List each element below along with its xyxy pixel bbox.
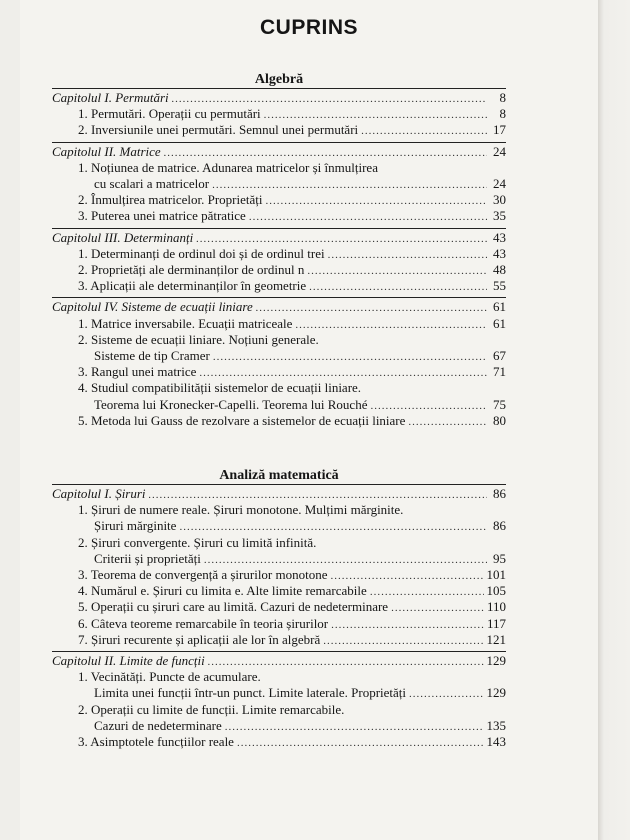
page-number: 129 bbox=[486, 653, 506, 668]
toc-entry-text: 1. Determinanți de ordinul doi și de ordinul trei bbox=[78, 245, 325, 261]
chapter-heading-text: Capitolul I. Șiruri bbox=[52, 486, 146, 501]
toc-entry bbox=[52, 192, 506, 208]
toc-entry-text: 1. Șiruri de numere reale. Șiruri monotone. Mulțimi mărginite. bbox=[78, 502, 404, 518]
toc-entry bbox=[52, 567, 506, 583]
page-number: 86 bbox=[493, 518, 506, 534]
chapter-heading-text: Capitolul II. Limite de funcții bbox=[52, 653, 205, 668]
toc-entry bbox=[52, 160, 506, 176]
section-title: Algebră bbox=[254, 72, 304, 87]
page-number: 48 bbox=[493, 262, 506, 277]
dot-leader bbox=[256, 300, 487, 316]
toc-entry-text: 2. Operații cu limite de funcții. Limite remarcabile. bbox=[78, 701, 345, 717]
page-number: 8 bbox=[499, 106, 506, 122]
toc-entry-text: cu scalari a matricelor bbox=[94, 176, 210, 191]
toc-entry bbox=[52, 502, 506, 518]
dot-leader bbox=[331, 617, 484, 633]
page-number: 80 bbox=[493, 412, 506, 428]
chapter-heading-text: Capitolul III. Determinanți bbox=[52, 229, 194, 245]
toc-entry-text: 4. Numărul e. Șiruri cu limita e. Alte limite remarcabile bbox=[78, 583, 367, 599]
toc-entry bbox=[52, 599, 506, 615]
chapter-heading-text: Capitolul I. Permutări bbox=[52, 90, 169, 105]
dot-leader bbox=[149, 487, 487, 503]
page-number: 17 bbox=[493, 122, 506, 138]
dot-leader bbox=[309, 279, 487, 295]
toc-entry-text: Șiruri mărginite bbox=[94, 518, 177, 534]
toc-entry-text: 5. Operații cu șiruri care au limită. Cazuri de nedeterminare bbox=[78, 599, 389, 615]
chapter-heading bbox=[52, 144, 506, 160]
dot-leader bbox=[196, 231, 487, 247]
dot-leader bbox=[237, 735, 484, 751]
page-number: 95 bbox=[493, 550, 506, 566]
toc-entry-text: 2. Șiruri convergente. Șiruri cu limită infinită. bbox=[78, 534, 317, 550]
toc-entry-text: 2. Înmulțirea matricelor. Proprietăți bbox=[78, 192, 263, 208]
toc-entry-text: 5. Metoda lui Gauss de rezolvare a sistemelor de ecuații liniare bbox=[78, 412, 406, 428]
page-number: 71 bbox=[493, 364, 506, 380]
dot-leader bbox=[307, 263, 487, 279]
page-number: 101 bbox=[486, 567, 506, 582]
toc-entry bbox=[52, 685, 506, 701]
toc-entry-text: Limita unei funcții într-un punct. Limite laterale. Proprietăți bbox=[94, 685, 407, 701]
toc-entry bbox=[52, 397, 506, 413]
toc-entry-text: Sisteme de tip Cramer bbox=[94, 348, 210, 363]
page-number: 110 bbox=[486, 599, 506, 615]
left-background bbox=[0, 0, 20, 840]
book-spine-edge bbox=[598, 0, 630, 840]
toc-entry-text: 1. Vecinătăți. Puncte de acumulare. bbox=[78, 669, 261, 685]
dot-leader bbox=[408, 414, 487, 430]
dot-leader bbox=[328, 247, 487, 263]
page-number: 8 bbox=[499, 90, 506, 105]
toc-entry-text: Teorema lui Kronecker-Capelli. Teorema lui Rouché bbox=[94, 396, 368, 412]
toc-entry bbox=[52, 734, 506, 750]
toc-entry bbox=[52, 316, 506, 332]
chapter-heading-text: Capitolul II. Matrice bbox=[52, 143, 161, 159]
toc-entry bbox=[52, 551, 506, 567]
page-number: 105 bbox=[486, 583, 506, 599]
toc-entry bbox=[52, 583, 506, 599]
toc-entry-text: 3. Teorema de convergență a șirurilor monotone bbox=[78, 567, 328, 582]
chapter-divider bbox=[52, 651, 506, 652]
page-number: 75 bbox=[493, 396, 506, 412]
toc-entry bbox=[52, 364, 506, 380]
chapter-divider bbox=[52, 88, 506, 89]
toc-entry-text: 2. Sisteme de ecuații liniare. Noțiuni generale. bbox=[78, 331, 319, 347]
page-number: 35 bbox=[493, 208, 506, 224]
dot-leader bbox=[265, 193, 487, 209]
toc-entry bbox=[52, 380, 506, 396]
dot-leader bbox=[213, 349, 487, 365]
toc-entry bbox=[52, 208, 506, 224]
toc-entry bbox=[52, 702, 506, 718]
dot-leader bbox=[361, 123, 487, 139]
dot-leader bbox=[249, 209, 487, 225]
toc-entry bbox=[52, 348, 506, 364]
dot-leader bbox=[295, 317, 487, 333]
toc-entry-text: 2. Proprietăți ale derminanților de ordinul n bbox=[78, 262, 305, 277]
toc-entry bbox=[52, 632, 506, 648]
page-number: 129 bbox=[486, 685, 506, 701]
chapter-heading-text: Capitolul IV. Sisteme de ecuații liniare bbox=[52, 299, 253, 315]
chapter-divider bbox=[52, 297, 506, 298]
dot-leader bbox=[331, 568, 484, 584]
chapter-divider bbox=[52, 484, 506, 485]
page-number: 86 bbox=[493, 486, 506, 501]
chapter-divider bbox=[52, 228, 506, 229]
toc-entry-text: 3. Puterea unei matrice pătratice bbox=[78, 208, 246, 224]
dot-leader bbox=[225, 719, 484, 735]
toc-entry-text: 4. Studiul compatibilității sistemelor de ecuații liniare. bbox=[78, 380, 362, 396]
toc-entry bbox=[52, 718, 506, 734]
toc-entry-text: 1. Matrice inversabile. Ecuații matriceale bbox=[78, 315, 293, 331]
dot-leader bbox=[409, 686, 483, 702]
page-number: 43 bbox=[493, 229, 506, 245]
page-number: 117 bbox=[486, 615, 506, 631]
dot-leader bbox=[323, 633, 483, 649]
dot-leader bbox=[370, 584, 484, 600]
page-number: 143 bbox=[486, 734, 506, 749]
toc-entry-text: 3. Rangul unei matrice bbox=[78, 364, 197, 380]
chapter-heading bbox=[52, 299, 506, 315]
dot-leader bbox=[179, 519, 487, 535]
page-number: 55 bbox=[493, 278, 506, 294]
dot-leader bbox=[391, 600, 484, 616]
page-number: 135 bbox=[486, 717, 506, 733]
page-number: 30 bbox=[493, 192, 506, 208]
page-title: CUPRINS bbox=[259, 16, 358, 39]
toc-entry bbox=[52, 332, 506, 348]
page-number: 61 bbox=[493, 299, 506, 315]
dot-leader bbox=[212, 177, 487, 193]
page-number: 24 bbox=[493, 176, 506, 191]
toc-entry bbox=[52, 535, 506, 551]
toc-entry-text: 7. Șiruri recurente și aplicații ale lor în algebră bbox=[78, 631, 321, 647]
toc-entry-text: 3. Aplicații ale determinanților în geometrie bbox=[78, 278, 307, 294]
toc-entry bbox=[52, 106, 506, 122]
dot-leader bbox=[172, 91, 487, 107]
page-number: 121 bbox=[486, 631, 506, 647]
toc-entry bbox=[52, 518, 506, 534]
dot-leader bbox=[164, 145, 487, 161]
dot-leader bbox=[264, 107, 487, 123]
dot-leader bbox=[208, 654, 484, 670]
toc-entry-text: 3. Asimptotele funcțiilor reale bbox=[78, 734, 234, 749]
page-number: 67 bbox=[493, 348, 506, 363]
page-number: 61 bbox=[493, 315, 506, 331]
dot-leader bbox=[370, 398, 487, 414]
chapter-heading bbox=[52, 90, 506, 106]
toc-entry bbox=[52, 413, 506, 429]
chapter-heading bbox=[52, 653, 506, 669]
dot-leader bbox=[199, 365, 487, 381]
toc-entry bbox=[52, 122, 506, 138]
toc-entry bbox=[52, 176, 506, 192]
toc-entry-text: Criterii și proprietăți bbox=[94, 550, 201, 566]
toc-entry bbox=[52, 246, 506, 262]
toc-entry bbox=[52, 278, 506, 294]
page-number: 43 bbox=[493, 245, 506, 261]
chapter-divider bbox=[52, 142, 506, 143]
toc-entry-text: 6. Câteva teoreme remarcabile în teoria șirurilor bbox=[78, 615, 329, 631]
dot-leader bbox=[204, 552, 487, 568]
toc-entry-text: 1. Noțiunea de matrice. Adunarea matricelor și înmulțirea bbox=[78, 159, 378, 175]
section-title: Analiză matematică bbox=[219, 468, 339, 483]
toc-entry-text: Cazuri de nedeterminare bbox=[94, 717, 222, 733]
toc-entry bbox=[52, 262, 506, 278]
chapter-heading bbox=[52, 230, 506, 246]
chapter-heading bbox=[52, 486, 506, 502]
toc-entry-text: 2. Inversiunile unei permutări. Semnul unei permutări bbox=[78, 122, 359, 138]
page-number: 24 bbox=[493, 143, 506, 159]
toc-entry-text: 1. Permutări. Operații cu permutări bbox=[78, 106, 261, 122]
toc-entry bbox=[52, 616, 506, 632]
toc-entry bbox=[52, 669, 506, 685]
